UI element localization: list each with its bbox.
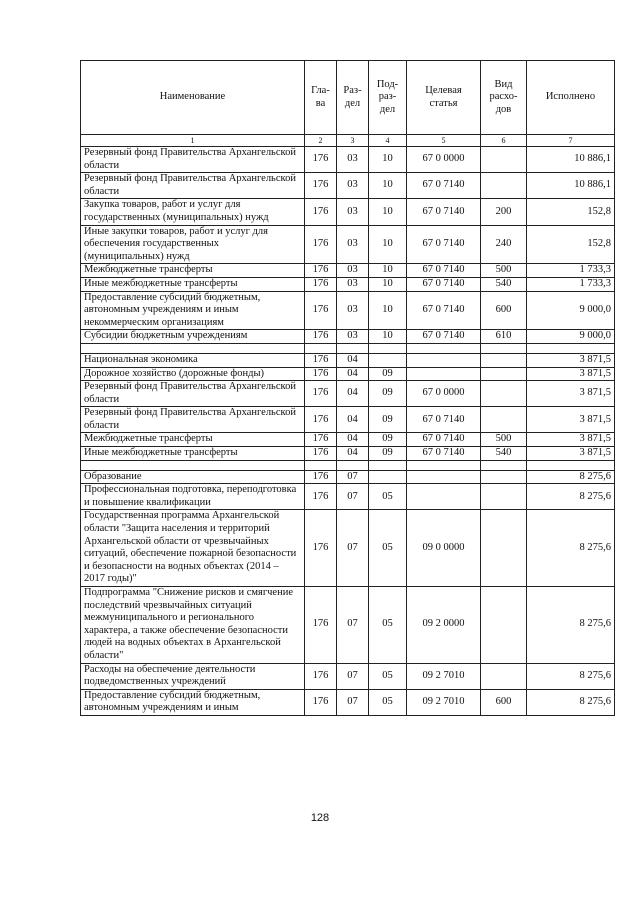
cell-target: 67 0 7140 xyxy=(407,277,481,291)
cell-vid xyxy=(481,381,527,407)
table-row xyxy=(81,433,615,447)
spacer-row xyxy=(81,460,615,470)
header-target: Целевая статья xyxy=(407,61,481,135)
cell-razdel: 04 xyxy=(337,381,369,407)
cell-glava: 176 xyxy=(305,353,337,367)
cell-podrazdel: 05 xyxy=(369,663,407,689)
cell-podrazdel: 10 xyxy=(369,147,407,173)
cell-executed: 152,8 xyxy=(527,199,615,225)
table-row xyxy=(81,407,615,433)
table-row xyxy=(81,587,615,664)
cell-target: 67 0 7140 xyxy=(407,264,481,278)
cell-executed: 3 871,5 xyxy=(527,407,615,433)
cell-name: Предоставление субсидий бюджетным, автономным учреждениям и иным некоммерческим организациям xyxy=(81,291,305,330)
cell-name: Иные межбюджетные трансферты xyxy=(81,277,305,291)
header-glava: Гла- ва xyxy=(305,61,337,135)
cell-target: 09 2 0000 xyxy=(407,587,481,664)
cell-target xyxy=(407,484,481,510)
empty-cell xyxy=(527,343,615,353)
cell-glava: 176 xyxy=(305,291,337,330)
cell-glava: 176 xyxy=(305,147,337,173)
table-row xyxy=(81,484,615,510)
cell-name: Межбюджетные трансферты xyxy=(81,264,305,278)
table-row xyxy=(81,367,615,381)
header-executed: Исполнено xyxy=(527,61,615,135)
cell-vid xyxy=(481,484,527,510)
cell-glava: 176 xyxy=(305,173,337,199)
cell-target: 67 0 7140 xyxy=(407,447,481,461)
table-row xyxy=(81,381,615,407)
cell-vid: 600 xyxy=(481,291,527,330)
cell-name: Межбюджетные трансферты xyxy=(81,433,305,447)
empty-cell xyxy=(527,460,615,470)
column-number: 3 xyxy=(337,135,369,147)
cell-podrazdel: 10 xyxy=(369,199,407,225)
cell-name: Резервный фонд Правительства Архангельской области xyxy=(81,173,305,199)
header-vid: Вид расхо- дов xyxy=(481,61,527,135)
empty-cell xyxy=(81,343,305,353)
cell-target: 67 0 7140 xyxy=(407,199,481,225)
cell-target xyxy=(407,353,481,367)
table-row xyxy=(81,689,615,715)
cell-razdel: 03 xyxy=(337,225,369,264)
cell-razdel: 04 xyxy=(337,353,369,367)
header-razdel: Раз- дел xyxy=(337,61,369,135)
table-row xyxy=(81,470,615,484)
cell-executed: 8 275,6 xyxy=(527,484,615,510)
cell-podrazdel: 10 xyxy=(369,225,407,264)
cell-razdel: 03 xyxy=(337,147,369,173)
cell-executed: 8 275,6 xyxy=(527,510,615,587)
cell-razdel: 03 xyxy=(337,199,369,225)
cell-podrazdel: 05 xyxy=(369,689,407,715)
cell-vid xyxy=(481,353,527,367)
cell-razdel: 07 xyxy=(337,470,369,484)
cell-executed: 1 733,3 xyxy=(527,277,615,291)
table-row xyxy=(81,291,615,330)
cell-vid: 500 xyxy=(481,264,527,278)
cell-name: Национальная экономика xyxy=(81,353,305,367)
cell-glava: 176 xyxy=(305,407,337,433)
empty-cell xyxy=(81,460,305,470)
table-row xyxy=(81,353,615,367)
cell-podrazdel: 10 xyxy=(369,330,407,344)
empty-cell xyxy=(337,460,369,470)
cell-name: Закупка товаров, работ и услуг для государственных (муниципальных) нужд xyxy=(81,199,305,225)
cell-podrazdel: 10 xyxy=(369,173,407,199)
empty-cell xyxy=(481,460,527,470)
cell-podrazdel: 09 xyxy=(369,447,407,461)
cell-executed: 3 871,5 xyxy=(527,381,615,407)
cell-glava: 176 xyxy=(305,447,337,461)
cell-target: 09 2 7010 xyxy=(407,663,481,689)
header-podrazdel: Под- раз- дел xyxy=(369,61,407,135)
table-row xyxy=(81,277,615,291)
cell-vid: 200 xyxy=(481,199,527,225)
cell-target: 67 0 7140 xyxy=(407,407,481,433)
cell-vid: 540 xyxy=(481,447,527,461)
cell-name: Резервный фонд Правительства Архангельской области xyxy=(81,147,305,173)
table-row xyxy=(81,147,615,173)
cell-glava: 176 xyxy=(305,367,337,381)
cell-vid: 240 xyxy=(481,225,527,264)
cell-target: 67 0 7140 xyxy=(407,225,481,264)
cell-podrazdel: 10 xyxy=(369,277,407,291)
cell-name: Подпрограмма "Снижение рисков и смягчение последствий чрезвычайных ситуаций межмуниципального и регионального характера, а также обеспечение безопасности людей на водных объектах в Архангельской области" xyxy=(81,587,305,664)
cell-razdel: 03 xyxy=(337,277,369,291)
cell-podrazdel: 09 xyxy=(369,433,407,447)
cell-vid xyxy=(481,407,527,433)
cell-target: 67 0 7140 xyxy=(407,433,481,447)
cell-name: Образование xyxy=(81,470,305,484)
cell-target: 67 0 7140 xyxy=(407,291,481,330)
cell-razdel: 07 xyxy=(337,689,369,715)
cell-target: 67 0 7140 xyxy=(407,330,481,344)
table-row xyxy=(81,447,615,461)
column-number: 5 xyxy=(407,135,481,147)
cell-podrazdel xyxy=(369,470,407,484)
cell-vid xyxy=(481,587,527,664)
table-row xyxy=(81,663,615,689)
cell-vid xyxy=(481,510,527,587)
cell-glava: 176 xyxy=(305,484,337,510)
cell-executed: 152,8 xyxy=(527,225,615,264)
table-header-row xyxy=(81,61,615,135)
cell-target: 09 0 0000 xyxy=(407,510,481,587)
empty-cell xyxy=(407,460,481,470)
column-number: 2 xyxy=(305,135,337,147)
empty-cell xyxy=(305,460,337,470)
header-name: Наименование xyxy=(81,61,305,135)
column-number: 6 xyxy=(481,135,527,147)
cell-vid: 540 xyxy=(481,277,527,291)
cell-razdel: 07 xyxy=(337,587,369,664)
cell-name: Предоставление субсидий бюджетным, автономным учреждениям и иным xyxy=(81,689,305,715)
cell-executed: 3 871,5 xyxy=(527,447,615,461)
table-row xyxy=(81,199,615,225)
cell-name: Субсидии бюджетным учреждениям xyxy=(81,330,305,344)
cell-razdel: 03 xyxy=(337,264,369,278)
cell-name: Резервный фонд Правительства Архангельской области xyxy=(81,407,305,433)
cell-executed: 8 275,6 xyxy=(527,587,615,664)
cell-vid: 600 xyxy=(481,689,527,715)
cell-glava: 176 xyxy=(305,381,337,407)
cell-target: 67 0 0000 xyxy=(407,381,481,407)
cell-razdel: 03 xyxy=(337,330,369,344)
table-row xyxy=(81,264,615,278)
cell-target xyxy=(407,367,481,381)
table-row xyxy=(81,330,615,344)
cell-vid: 500 xyxy=(481,433,527,447)
cell-executed: 8 275,6 xyxy=(527,663,615,689)
table-body xyxy=(81,147,615,716)
cell-executed: 1 733,3 xyxy=(527,264,615,278)
cell-target: 67 0 7140 xyxy=(407,173,481,199)
cell-vid xyxy=(481,367,527,381)
table-row xyxy=(81,225,615,264)
column-number: 1 xyxy=(81,135,305,147)
empty-cell xyxy=(305,343,337,353)
empty-cell xyxy=(369,460,407,470)
cell-vid xyxy=(481,173,527,199)
cell-glava: 176 xyxy=(305,199,337,225)
cell-executed: 3 871,5 xyxy=(527,353,615,367)
cell-podrazdel: 05 xyxy=(369,587,407,664)
cell-target xyxy=(407,470,481,484)
cell-name: Иные закупки товаров, работ и услуг для обеспечения государственных (муниципальных) нужд xyxy=(81,225,305,264)
cell-name: Профессиональная подготовка, переподготовка и повышение квалификации xyxy=(81,484,305,510)
cell-podrazdel xyxy=(369,353,407,367)
spacer-row xyxy=(81,343,615,353)
cell-executed: 3 871,5 xyxy=(527,433,615,447)
cell-executed: 8 275,6 xyxy=(527,470,615,484)
cell-glava: 176 xyxy=(305,225,337,264)
cell-glava: 176 xyxy=(305,330,337,344)
cell-vid xyxy=(481,470,527,484)
cell-podrazdel: 09 xyxy=(369,367,407,381)
cell-glava: 176 xyxy=(305,277,337,291)
cell-vid xyxy=(481,147,527,173)
table-row xyxy=(81,510,615,587)
cell-name: Резервный фонд Правительства Архангельской области xyxy=(81,381,305,407)
cell-razdel: 03 xyxy=(337,291,369,330)
cell-executed: 10 886,1 xyxy=(527,173,615,199)
cell-executed: 8 275,6 xyxy=(527,689,615,715)
page-number: 128 xyxy=(310,812,330,824)
cell-razdel: 04 xyxy=(337,447,369,461)
cell-name: Дорожное хозяйство (дорожные фонды) xyxy=(81,367,305,381)
cell-podrazdel: 09 xyxy=(369,407,407,433)
cell-name: Иные межбюджетные трансферты xyxy=(81,447,305,461)
cell-razdel: 07 xyxy=(337,663,369,689)
cell-glava: 176 xyxy=(305,689,337,715)
cell-podrazdel: 09 xyxy=(369,381,407,407)
empty-cell xyxy=(369,343,407,353)
cell-target: 09 2 7010 xyxy=(407,689,481,715)
cell-name: Расходы на обеспечение деятельности подведомственных учреждений xyxy=(81,663,305,689)
column-number: 4 xyxy=(369,135,407,147)
cell-glava: 176 xyxy=(305,470,337,484)
table-row xyxy=(81,173,615,199)
column-number-row xyxy=(81,135,615,147)
cell-vid xyxy=(481,663,527,689)
empty-cell xyxy=(481,343,527,353)
cell-glava: 176 xyxy=(305,510,337,587)
cell-podrazdel: 05 xyxy=(369,510,407,587)
empty-cell xyxy=(407,343,481,353)
cell-glava: 176 xyxy=(305,663,337,689)
cell-podrazdel: 10 xyxy=(369,264,407,278)
column-number: 7 xyxy=(527,135,615,147)
cell-razdel: 04 xyxy=(337,407,369,433)
cell-executed: 10 886,1 xyxy=(527,147,615,173)
cell-razdel: 07 xyxy=(337,484,369,510)
cell-podrazdel: 10 xyxy=(369,291,407,330)
cell-executed: 3 871,5 xyxy=(527,367,615,381)
cell-razdel: 04 xyxy=(337,367,369,381)
cell-vid: 610 xyxy=(481,330,527,344)
cell-executed: 9 000,0 xyxy=(527,291,615,330)
empty-cell xyxy=(337,343,369,353)
cell-target: 67 0 0000 xyxy=(407,147,481,173)
cell-razdel: 04 xyxy=(337,433,369,447)
cell-executed: 9 000,0 xyxy=(527,330,615,344)
cell-glava: 176 xyxy=(305,264,337,278)
cell-glava: 176 xyxy=(305,433,337,447)
cell-razdel: 03 xyxy=(337,173,369,199)
budget-table xyxy=(80,60,615,716)
cell-podrazdel: 05 xyxy=(369,484,407,510)
cell-glava: 176 xyxy=(305,587,337,664)
cell-razdel: 07 xyxy=(337,510,369,587)
cell-name: Государственная программа Архангельской области "Защита населения и территорий Архангельской области от чрезвычайных ситуаций, обеспечение пожарной безопасности и безопасности на водных объектах (2014 – 2017 годы)" xyxy=(81,510,305,587)
